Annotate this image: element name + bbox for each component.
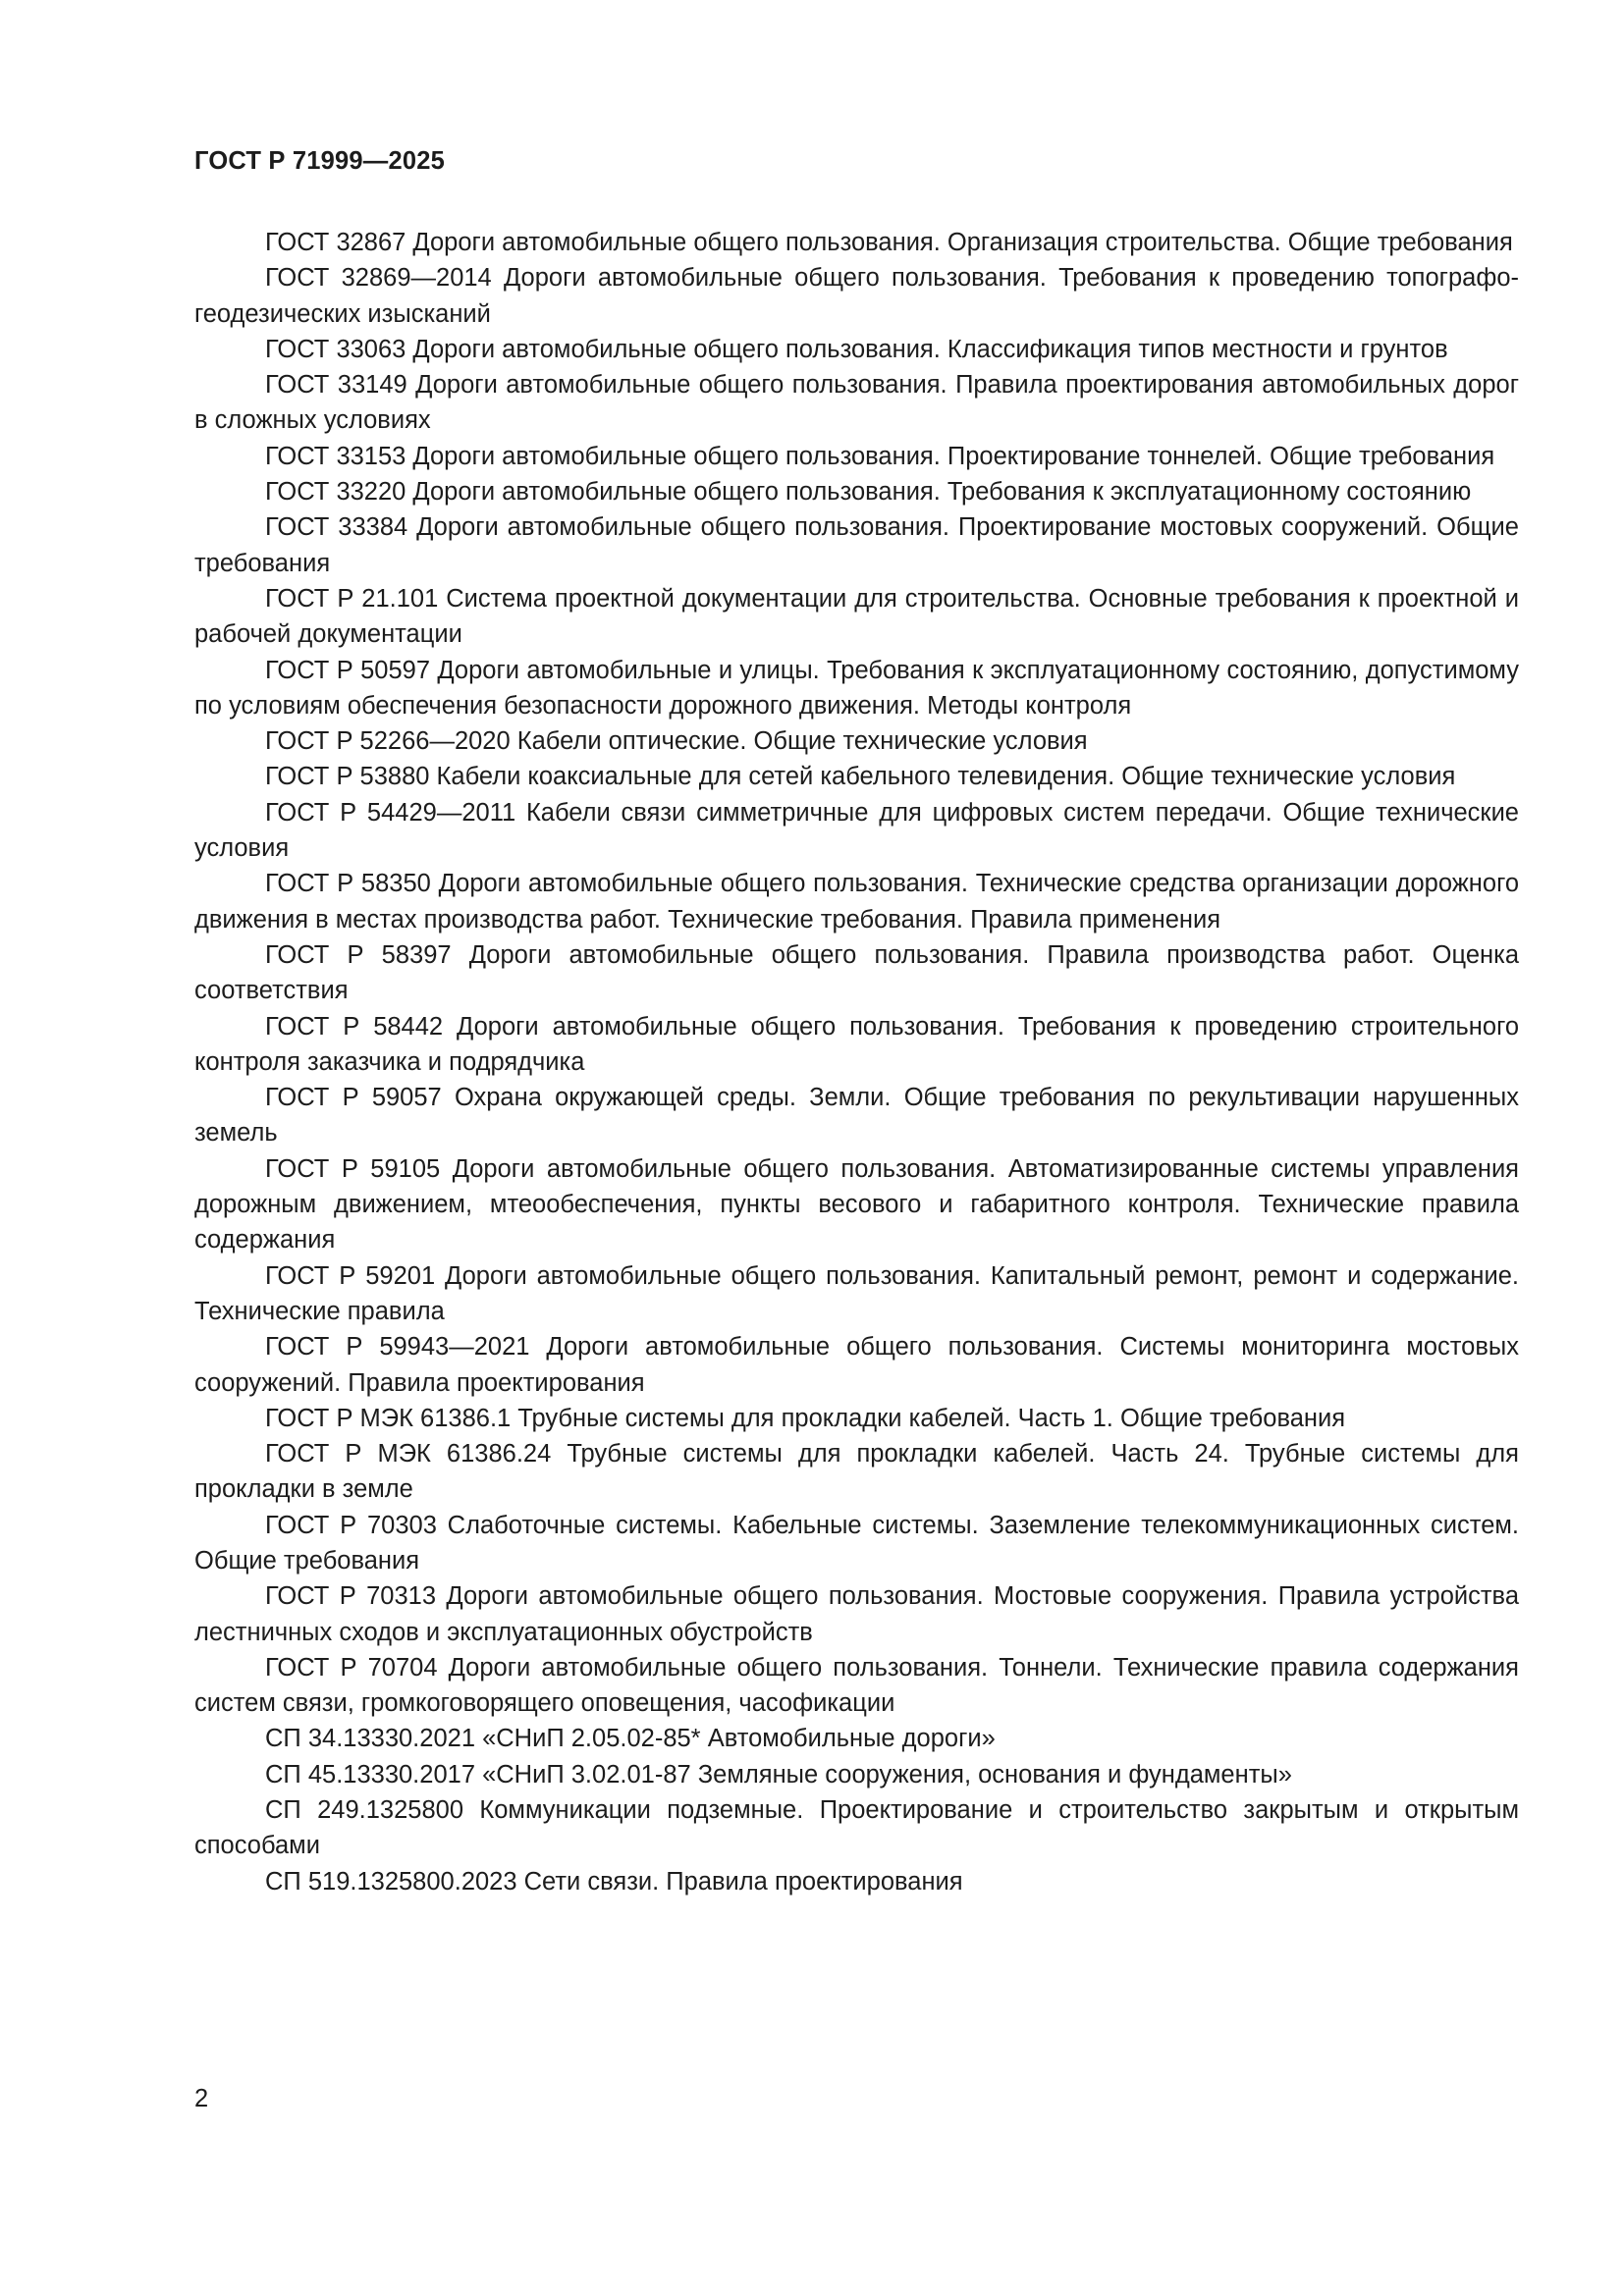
reference-item: ГОСТ Р 58350 Дороги автомобильные общего пользования. Технические средства организации дорожного движения в местах производства работ. Технические требования. Правила применения	[194, 870, 1519, 934]
reference-item: ГОСТ Р 58442 Дороги автомобильные общего пользования. Требования к проведению строительного контроля заказчика и подрядчика	[194, 1012, 1519, 1076]
reference-item: СП 45.13330.2017 «СНиП 3.02.01-87 Земляные сооружения, основания и фундаменты»	[265, 1760, 1292, 1789]
reference-item: ГОСТ Р МЭК 61386.1 Трубные системы для прокладки кабелей. Часть 1. Общие требования	[265, 1404, 1346, 1432]
reference-item: ГОСТ Р 59943—2021 Дороги автомобильные общего пользования. Системы мониторинга мостовых сооружений. Правила проектирования	[194, 1333, 1519, 1397]
reference-item: ГОСТ Р 70704 Дороги автомобильные общего пользования. Тоннели. Технические правила содержания систем связи, громкоговорящего оповещения, часофикации	[194, 1653, 1519, 1718]
reference-item: ГОСТ 33063 Дороги автомобильные общего пользования. Классификация типов местности и грунтов	[265, 335, 1448, 363]
reference-item: ГОСТ Р МЭК 61386.24 Трубные системы для прокладки кабелей. Часть 24. Трубные системы для прокладки в земле	[194, 1440, 1519, 1504]
reference-item: ГОСТ Р 21.101 Система проектной документации для строительства. Основные требования к проектной и рабочей документации	[194, 584, 1519, 649]
reference-item: ГОСТ 33220 Дороги автомобильные общего пользования. Требования к эксплуатационному состоянию	[265, 478, 1472, 507]
reference-item: ГОСТ Р 53880 Кабели коаксиальные для сетей кабельного телевидения. Общие технические условия	[265, 763, 1456, 791]
reference-item: СП 519.1325800.2023 Сети связи. Правила проектирования	[265, 1867, 963, 1896]
reference-item: ГОСТ Р 70313 Дороги автомобильные общего пользования. Мостовые сооружения. Правила устройства лестничных сходов и эксплуатационных обустройств	[194, 1582, 1519, 1646]
page-number: 2	[194, 2085, 209, 2112]
reference-item: ГОСТ Р 59201 Дороги автомобильные общего пользования. Капитальный ремонт, ремонт и содержание. Технические правила	[194, 1261, 1519, 1325]
document-code-header: ГОСТ Р 71999—2025	[194, 147, 446, 175]
reference-item: ГОСТ 33153 Дороги автомобильные общего пользования. Проектирование тоннелей. Общие требования	[265, 442, 1495, 470]
reference-item: СП 34.13330.2021 «СНиП 2.05.02-85* Автомобильные дороги»	[265, 1725, 996, 1753]
reference-item: ГОСТ 32867 Дороги автомобильные общего пользования. Организация строительства. Общие требования	[265, 229, 1513, 256]
reference-item: ГОСТ Р 70303 Слаботочные системы. Кабельные системы. Заземление телекоммуникационных систем. Общие требования	[194, 1511, 1519, 1575]
reference-item: ГОСТ Р 59057 Охрана окружающей среды. Земли. Общие требования по рекультивации нарушенных земель	[194, 1084, 1519, 1148]
reference-item: ГОСТ Р 50597 Дороги автомобильные и улицы. Требования к эксплуатационному состоянию, допустимому по условиям обеспечения безопасности дорожного движения. Методы контроля	[194, 656, 1519, 720]
reference-item: ГОСТ 33384 Дороги автомобильные общего пользования. Проектирование мостовых сооружений. Общие требования	[194, 513, 1519, 577]
reference-item: ГОСТ 32869—2014 Дороги автомобильные общего пользования. Требования к проведению топографо-геодезических изысканий	[194, 264, 1519, 328]
reference-item: ГОСТ Р 58397 Дороги автомобильные общего пользования. Правила производства работ. Оценка соответствия	[194, 940, 1519, 1005]
reference-item: ГОСТ Р 54429—2011 Кабели связи симметричные для цифровых систем передачи. Общие технические условия	[194, 798, 1519, 863]
reference-item: ГОСТ Р 52266—2020 Кабели оптические. Общие технические условия	[265, 727, 1088, 756]
reference-item: ГОСТ Р 59105 Дороги автомобильные общего пользования. Автоматизированные системы управления дорожным движением, мтеообеспечения, пункты весового и габаритного контроля. Технические правила содержания	[194, 1154, 1519, 1255]
reference-item: ГОСТ 33149 Дороги автомобильные общего пользования. Правила проектирования автомобильных дорог в сложных условиях	[194, 371, 1519, 435]
normative-references-list	[194, 225, 1519, 1899]
reference-item: СП 249.1325800 Коммуникации подземные. Проектирование и строительство закрытым и открытым способами	[194, 1796, 1519, 1860]
